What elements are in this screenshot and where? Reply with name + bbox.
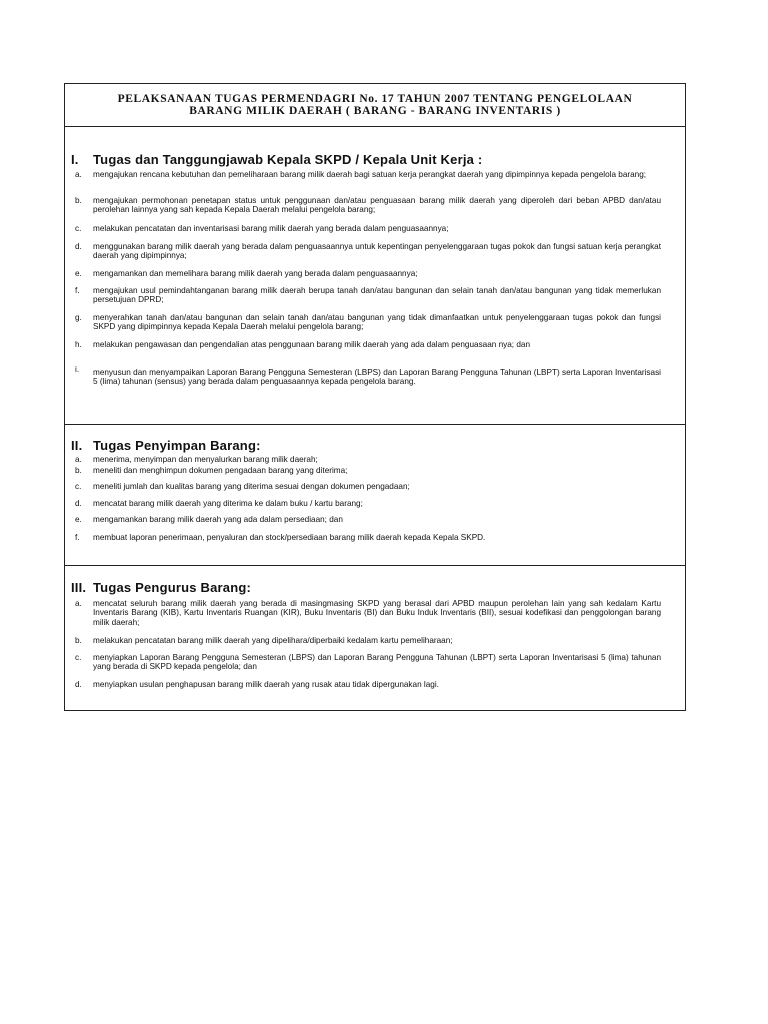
section-pengurus-barang: III. Tugas Pengurus Barang: a. mencatat seluruh barang milik daerah yang berada di masingmasing SKPD yang berasal dari APBD maupun perolehan lain yang sah kedalam Kartu Inventaris Barang (KIB), Kartu Inventaris Ruangan (KIR), Buku Inventaris (BI) dan Buku Induk Inventaris (BII), sesuai kodefikasi dan penggolongan barang milik daerah; b. melakukan pencatatan barang milik daerah yang dipelihara/diperbaiki kedalam kartu pemeliharaan; c. menyiapkan Laporan Barang Pengguna Semesteran (LBPS) dan Laporan Barang Pengguna Tahunan (LBPT) serta Laporan Inventarisasi 5 (lima) tahunan yang berada di SKPD kepada pengelola; dan d. menyiapkan usulan penghapusan barang milik daerah yang rusak atau tidak dipergunakan lagi. (71, 580, 661, 689)
document-title (65, 84, 685, 127)
section-heading: III. Tugas Pengurus Barang: (71, 580, 252, 595)
document-frame (64, 83, 686, 711)
section-heading: II. Tugas Penyimpan Barang: (71, 438, 261, 453)
section-penyimpan-barang: II. Tugas Penyimpan Barang: a. menerima, menyimpan dan menyalurkan barang milik daerah; b. meneliti dan menghimpun dokumen pengadaan barang yang diterima; c. meneliti jumlah dan kualitas barang yang diterima sesuai dengan dokumen pengadaan; d. mencatat barang milik daerah yang diterima ke dalam buku / kartu barang; e. mengamankan barang milik daerah yang ada dalam persediaan; dan f. membuat laporan penerimaan, penyaluran dan stock/persediaan barang milik daerah kepada Kepala SKPD. (65, 425, 685, 566)
section-kepala-skpd: I. Tugas dan Tanggungjawab Kepala SKPD / Kepala Unit Kerja : a. mengajukan rencana kebutuhan dan pemeliharaan barang milik daerah bagi satuan kerja perangkat daerah yang dipimpinnya kepada pengelola barang; b. mengajukan permohonan penetapan status untuk penggunaan dan/atau penguasaan barang milik daerah yang diperoleh dari beban APBD dan/atau perolehan lainnya yang sah kepada Kepala Daerah melalui pengelola barang; c. melakukan pencatatan dan inventarisasi barang milik daerah yang berada dalam penguasaannya; d. menggunakan barang milik daerah yang berada dalam penguasaannya untuk kepentingan penyelenggaraan tugas pokok dan fungsi satuan kerja perangkat daerah yang dipimpinnya; e. mengamankan dan memelihara barang milik daerah yang berada dalam penguasaannya; f. mengajukan usul pemindahtanganan barang milik daerah berupa tanah dan/atau bangunan dan selain tanah dan/atau bangunan yang tidak memerlukan persetujuan DPRD; g. menyerahkan tanah dan/atau bangunan dan selain tanah dan/atau bangunan yang tidak dimanfaatkan untuk penyelenggaraan tugas pokok dan fungsi SKPD yang dipimpinnya kepada Kepala Daerah melalui pengelola barang; h. melakukan pengawasan dan pengendalian atas penggunaan barang milik daerah yang ada dalam penguasaan nya; dan i. menyusun dan menyampaikan Laporan Barang Pengguna Semesteran (LBPS) dan Laporan Barang Pengguna Tahunan (LBPT) serta Laporan Inventarisasi 5 (lima) tahunan (sensus) yang berada dalam penguasaannya kepada pengelola barang. (65, 127, 685, 425)
title-line-2: BARANG MILIK DAERAH ( BARANG - BARANG INVENTARIS ) (189, 105, 561, 117)
section-heading: I. Tugas dan Tanggungjawab Kepala SKPD / Kepala Unit Kerja : (71, 152, 483, 167)
title-line-1: PELAKSANAAN TUGAS PERMENDAGRI No. 17 TAHUN 2007 TENTANG PENGELOLAAN (117, 93, 633, 105)
